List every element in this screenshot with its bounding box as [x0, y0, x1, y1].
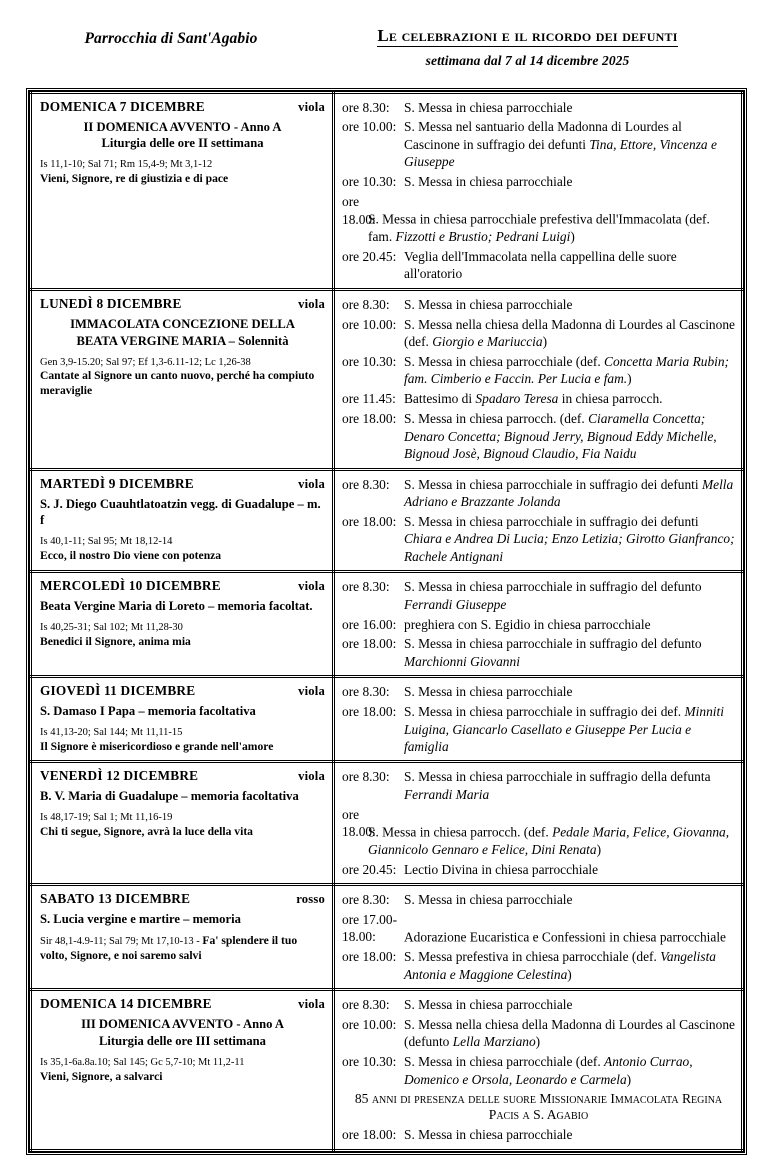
event-time: ore 8.30:: [342, 997, 390, 1013]
event-name-emphasis: Spadaro Teresa: [475, 391, 559, 407]
event-time: ore 18.00:: [342, 636, 397, 652]
feast-area: [40, 115, 325, 157]
deceased-names: Ferrandi Giuseppe: [404, 596, 507, 612]
scripture-readings: Is 35,1-6a.8a.10; Sal 145; Gc 5,7-10; Mt 11,2-11: [40, 1056, 245, 1068]
day-cell: [31, 572, 334, 677]
day-header: [40, 768, 325, 784]
deceased-names: Ciaramella Concetta; Denaro Concetta; Bignoud Jerry, Bignoud Eddy Michelle, Bignoud Josè, Bignoud Claudio, Fia Naidu: [404, 411, 717, 462]
scripture-readings: Is 11,1-10; Sal 71; Rm 15,4-9; Mt 3,1-12: [40, 159, 213, 171]
scripture-readings: Is 48,17-19; Sal 1; Mt 11,16-19: [40, 812, 173, 824]
scripture-readings: Is 40,25-31; Sal 102; Mt 11,28-30: [40, 622, 183, 634]
event-text: S. Messa in chiesa parrocchiale (def.: [404, 354, 605, 370]
schedule-table: [29, 91, 744, 1152]
feast-main: S. Lucia vergine e martire – memoria: [40, 912, 241, 926]
day-cell: [31, 92, 334, 289]
readings-block: [40, 1056, 325, 1084]
event-entry: [342, 248, 735, 283]
event-text-close: ): [596, 841, 602, 857]
table-row: [31, 990, 743, 1151]
day-label: VENERDÌ 12 DICEMBRE: [40, 768, 199, 784]
feast-main: III DOMENICA AVVENTO - Anno A: [81, 1017, 284, 1032]
event-text-close: ): [535, 1034, 541, 1050]
event-text: Veglia dell'Immacolata nella cappellina delle suore all'oratorio: [404, 248, 677, 282]
event-text: S. Messa in chiesa parrocchiale in suffragio dei defunti: [404, 476, 702, 492]
readings-block: [40, 726, 325, 754]
event-text: Lectio Divina in chiesa parrocchiale: [404, 861, 599, 877]
event-time: ore 20.45:: [342, 248, 397, 264]
event-entry: [342, 578, 735, 613]
anniversary-note: 85 anni di presenza delle suore Missionarie Immacolata Regina Pacis a S. Agabio: [354, 1090, 723, 1123]
event-entry: [342, 316, 735, 351]
event-text: S. Messa in chiesa parrocchiale: [404, 1127, 573, 1143]
event-text: S. Messa in chiesa parrocchiale: [404, 892, 573, 907]
event-entry: [342, 513, 735, 565]
event-text: S. Messa in chiesa parrocch. (def.: [368, 824, 553, 840]
event-text: S. Messa in chiesa parrocchiale in suffragio dei def.: [404, 704, 685, 720]
event-entry: [342, 118, 735, 170]
deceased-names: Antonio Currao, Domenico e Orsola, Leonardo e Carmela: [404, 1054, 693, 1087]
feast-main: S. J. Diego Cuauhtlatoatzin vegg. di Guadalupe – m. f: [40, 496, 321, 528]
event-time: ore 8.30:: [342, 684, 390, 700]
day-label: SABATO 13 DICEMBRE: [40, 891, 191, 906]
feast-title: [40, 703, 325, 720]
event-text: S. Messa in chiesa parrocchiale in suffragio della defunta: [404, 769, 711, 785]
feast-subtitle: Liturgia delle ore III settimana: [99, 1033, 266, 1048]
event-time: ore 8.30:: [342, 296, 390, 312]
event-time: ore 10.00:: [342, 1017, 397, 1033]
event-time: ore 8.30:: [342, 476, 390, 492]
day-cell: [31, 469, 334, 572]
day-label: DOMENICA 7 DICEMBRE: [40, 98, 205, 114]
event-entry: [342, 193, 735, 245]
event-text-close: ): [542, 334, 548, 350]
event-time: ore 10.30:: [342, 354, 397, 370]
table-row: [31, 885, 743, 990]
event-text: preghiera con S. Egidio in chiesa parrocchiale: [404, 616, 651, 632]
event-text-close: ): [567, 966, 572, 982]
antiphon: Vieni, Signore, a salvarci: [40, 1069, 163, 1083]
feast-title: [40, 1016, 325, 1050]
deceased-names: Concetta Maria Rubin; fam. Cimberio e Faccin. Per Lucia e fam.: [404, 354, 730, 387]
event-text: S. Messa in chiesa parrocchiale (def.: [404, 1054, 605, 1070]
feast-area: [40, 784, 325, 809]
event-text: S. Messa nella chiesa della Madonna di Lourdes al Cascinone (defunto: [404, 1017, 735, 1050]
readings-block: [40, 535, 325, 563]
day-label: MERCOLEDÌ 10 DICEMBRE: [40, 578, 221, 594]
readings-block: [40, 158, 325, 186]
antiphon: Cantate al Signore un canto nuovo, perché ha compiuto meraviglie: [40, 369, 315, 397]
liturgical-color-label: viola: [298, 769, 325, 784]
events-cell: [334, 469, 743, 572]
event-time: ore 8.30:: [342, 99, 390, 115]
table-row: [31, 572, 743, 677]
event-entry: [342, 911, 735, 946]
feast-main: Beata Vergine Maria di Loreto – memoria facoltat.: [40, 599, 313, 614]
day-header: [40, 296, 325, 312]
event-text: S. Messa in chiesa parrocchiale: [404, 997, 573, 1013]
table-row: [31, 762, 743, 885]
event-time: ore 10.00:: [342, 119, 397, 135]
readings-block: [40, 356, 325, 399]
event-text: S. Messa in chiesa parrocchiale in suffragio del defunto: [404, 579, 702, 595]
liturgical-color-label: viola: [298, 997, 325, 1012]
feast-area: [40, 907, 325, 932]
event-entry: [342, 996, 735, 1013]
readings-block: [40, 934, 325, 963]
antiphon: Ecco, il nostro Dio viene con potenza: [40, 548, 222, 562]
event-time: ore 11.45:: [342, 391, 396, 407]
event-time: ore 18.00:: [342, 704, 397, 720]
event-entry: [342, 806, 735, 858]
liturgical-color-label: viola: [298, 684, 325, 699]
event-text-close: ): [626, 1071, 632, 1087]
liturgical-color-label: rosso: [296, 892, 325, 906]
events-cell: [334, 990, 743, 1151]
day-label: LUNEDÌ 8 DICEMBRE: [40, 295, 182, 311]
event-time: ore 20.45:: [342, 861, 397, 877]
event-text: S. Messa in chiesa parrocchiale: [404, 99, 573, 115]
table-row: [31, 469, 743, 572]
event-text: S. Messa in chiesa parrocchiale in suffragio dei defunti: [404, 513, 699, 529]
event-entry: [342, 683, 735, 700]
events-cell: [334, 289, 743, 469]
deceased-names: Pedale Maria, Felice, Giovanna, Giannicolo Gennaro e Felice, Dini Renata: [368, 824, 730, 857]
parish-name: Parrocchia di Sant'Agabio: [84, 30, 258, 47]
table-row: [31, 677, 743, 762]
day-cell: [31, 990, 334, 1151]
feast-area: [40, 312, 325, 354]
event-time: ore 10.30:: [342, 1054, 397, 1070]
feast-area: [40, 1012, 325, 1054]
day-header: [40, 891, 325, 907]
antiphon: Chi ti segue, Signore, avrà la luce della vita: [40, 824, 253, 838]
event-text: S. Messa in chiesa parrocchiale prefestiva dell'Immacolata (def. fam.: [368, 211, 710, 244]
day-cell: [31, 289, 334, 469]
antiphon: Vieni, Signore, re di giustizia e di pace: [40, 171, 229, 185]
event-entry: [342, 1126, 735, 1143]
day-header: [40, 683, 325, 699]
event-text: S. Messa in chiesa parrocchiale: [404, 684, 573, 700]
event-time: ore 17.00-18.00:: [342, 911, 398, 945]
event-time: ore 8.30:: [342, 579, 390, 595]
event-time: ore 18.00:: [342, 194, 376, 227]
deceased-names: Marchionni Giovanni: [404, 653, 520, 669]
feast-area: [40, 492, 325, 534]
feast-main: S. Damaso I Papa – memoria facoltativa: [40, 704, 256, 719]
event-text: S. Messa in chiesa parrocchiale in suffragio del defunto: [404, 636, 702, 652]
table-row: [31, 92, 743, 289]
readings-block: [40, 811, 325, 839]
day-cell: [31, 885, 334, 990]
event-entry: [342, 476, 735, 511]
events-cell: [334, 572, 743, 677]
feast-title: [40, 316, 325, 350]
deceased-names: Giorgio e Mariuccia: [432, 334, 543, 350]
feast-main: B. V. Maria di Guadalupe – memoria facoltativa: [40, 789, 299, 804]
day-cell: [31, 762, 334, 885]
deceased-names: Ferrandi Maria: [404, 786, 490, 802]
event-time: ore 8.30:: [342, 769, 390, 785]
event-text: S. Messa prefestiva in chiesa parrocchiale (def.: [404, 949, 661, 965]
event-entry: [342, 410, 735, 462]
event-time: ore 10.00:: [342, 316, 397, 332]
antiphon: Benedici il Signore, anima mia: [40, 634, 191, 648]
liturgical-color-label: viola: [298, 579, 325, 594]
event-entry: [342, 891, 735, 908]
event-entry: [342, 768, 735, 803]
event-text: Adorazione Eucaristica e Confessioni in chiesa parrocchiale: [404, 929, 726, 945]
feast-title: [40, 911, 325, 928]
deceased-names: Mella Adriano e Brazzante Jolanda: [404, 476, 734, 509]
page-title: Le celebrazioni e il ricordo dei defunti: [377, 26, 678, 45]
event-entry: [342, 1016, 735, 1051]
event-time: ore 18.00:: [342, 949, 397, 965]
event-entry: [342, 635, 735, 670]
feast-title: [40, 496, 325, 530]
scripture-readings: Sir 48,1-4.9-11; Sal 79; Mt 17,10-13 -: [40, 935, 203, 947]
events-cell: [334, 762, 743, 885]
scripture-readings: Is 41,13-20; Sal 144; Mt 11,11-15: [40, 727, 183, 739]
event-time: ore 10.30:: [342, 174, 397, 190]
event-time: ore 16.00:: [342, 616, 397, 632]
day-label: DOMENICA 14 DICEMBRE: [40, 996, 212, 1012]
event-entry: [342, 948, 735, 983]
event-text: Battesimo di: [404, 391, 476, 407]
table-row: [31, 289, 743, 469]
event-entry: [342, 390, 735, 407]
event-entry: [342, 296, 735, 313]
feast-title: [40, 598, 325, 615]
day-label: GIOVEDÌ 11 DICEMBRE: [40, 683, 196, 699]
day-header: [40, 99, 325, 115]
feast-area: [40, 594, 325, 619]
event-text: S. Messa in chiesa parrocch. (def.: [404, 411, 589, 427]
feast-title: [40, 788, 325, 805]
page-subtitle: settimana dal 7 al 14 dicembre 2025: [425, 52, 630, 68]
readings-block: [40, 621, 325, 649]
page-header: [0, 0, 773, 69]
day-cell: [31, 677, 334, 762]
day-header: [40, 996, 325, 1012]
event-time: ore 18.00:: [342, 806, 376, 840]
day-label: MARTEDÌ 9 DICEMBRE: [40, 475, 194, 491]
event-text-close: ): [570, 229, 575, 244]
liturgical-color-label: viola: [298, 476, 325, 491]
feast-subtitle: Liturgia delle ore II settimana: [101, 136, 264, 151]
events-cell: [334, 677, 743, 762]
day-header: [40, 578, 325, 594]
event-text-after: in chiesa parrocch.: [558, 391, 663, 407]
events-cell: [334, 92, 743, 289]
event-entry: [342, 616, 735, 633]
event-entry: [342, 353, 735, 388]
liturgical-color-label: viola: [298, 99, 325, 114]
event-entry: [342, 99, 735, 116]
event-text: S. Messa in chiesa parrocchiale: [404, 296, 573, 312]
event-entry: [342, 1053, 735, 1088]
deceased-names: Tina, Ettore, Vincenza e Giuseppe: [404, 136, 717, 170]
feast-main: IMMACOLATA CONCEZIONE DELLA: [70, 316, 295, 331]
events-cell: [334, 885, 743, 990]
antiphon: Il Signore è misericordioso e grande nell'amore: [40, 739, 274, 753]
event-time: ore 8.30:: [342, 892, 390, 907]
event-entry: [342, 703, 735, 755]
event-time: ore 18.00:: [342, 1127, 397, 1143]
scripture-readings: Is 40,1-11; Sal 95; Mt 18,12-14: [40, 536, 173, 548]
feast-main: II DOMENICA AVVENTO - Anno A: [83, 119, 282, 134]
event-entry: [342, 861, 735, 878]
event-time: ore 18.00:: [342, 411, 397, 427]
day-header: [40, 476, 325, 492]
feast-title: [40, 119, 325, 153]
feast-area: [40, 699, 325, 724]
event-entry: [342, 173, 735, 190]
deceased-names: Chiara e Andrea Di Lucia; Enzo Letizia; Girotto Gianfranco; Rachele Antignani: [404, 531, 735, 564]
deceased-names: Lella Marziano: [452, 1034, 536, 1050]
event-text: S. Messa nel santuario della Madonna di Lourdes al Cascinone in suffragio dei defunti: [404, 119, 682, 152]
event-time: ore 18.00:: [342, 513, 397, 529]
event-text: S. Messa in chiesa parrocchiale: [404, 174, 573, 190]
schedule-table-wrapper: [26, 88, 747, 1155]
deceased-names: Fizzotti e Brustio; Pedrani Luigi: [395, 229, 571, 244]
deceased-names: Vangelista Antonia e Maggione Celestina: [404, 949, 716, 982]
scripture-readings: Gen 3,9-15.20; Sal 97; Ef 1,3-6.11-12; Lc 1,26-38: [40, 356, 251, 368]
feast-subtitle: BEATA VERGINE MARIA – Solennità: [76, 333, 289, 348]
event-text: S. Messa nella chiesa della Madonna di Lourdes al Cascinone (def.: [404, 316, 735, 350]
deceased-names: Minniti Luigina, Giancarlo Casellato e Giuseppe Per Lucia e famiglia: [404, 704, 724, 755]
title-block: [316, 26, 747, 69]
event-text-close: ): [627, 371, 632, 387]
antiphon: Fa' splendere il tuo volto, Signore, e noi saremo salvi: [40, 933, 298, 962]
liturgical-color-label: viola: [298, 296, 325, 311]
